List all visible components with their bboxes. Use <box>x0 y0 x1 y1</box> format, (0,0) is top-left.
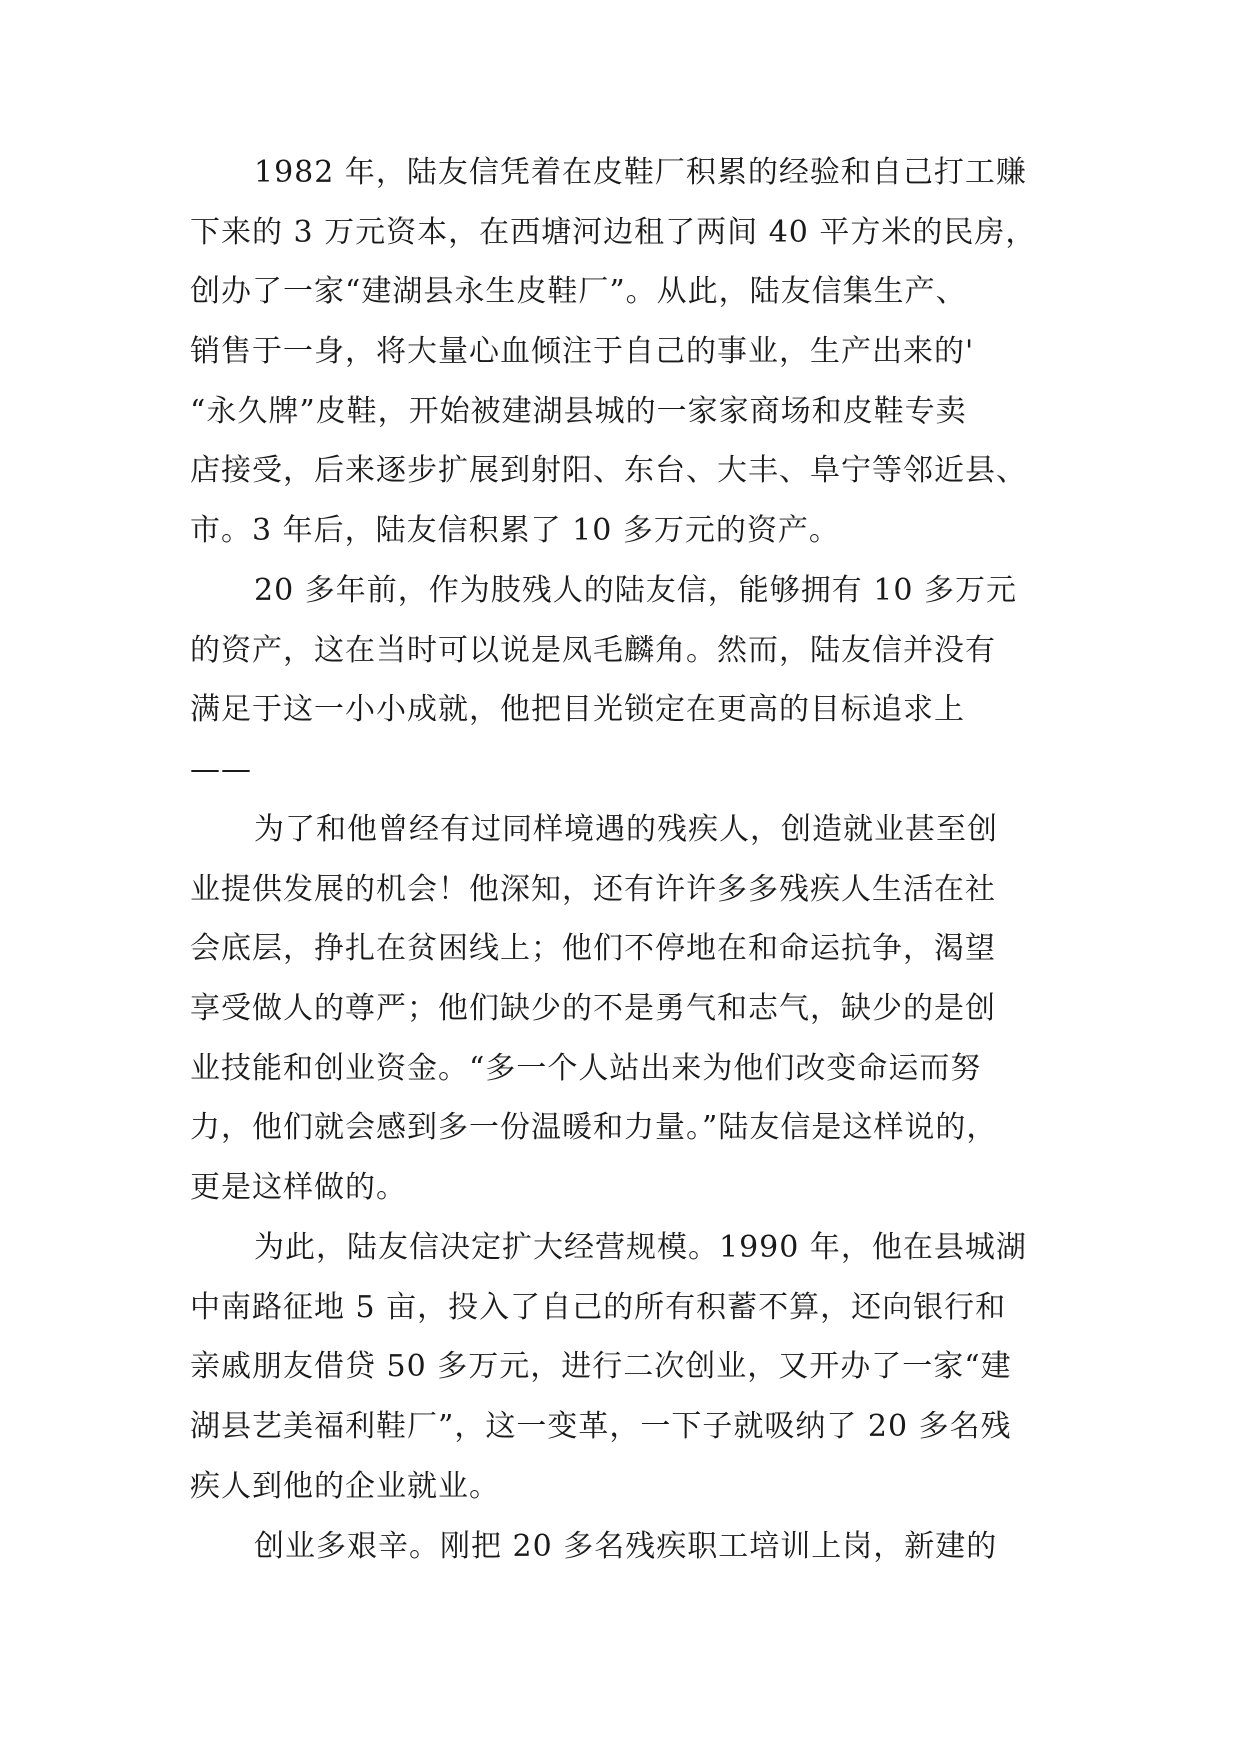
text-line: 亲戚朋友借贷 50 多万元，进行二次创业，又开办了一家“建 <box>190 1349 1012 1385</box>
text-line: 创办了一家“建湖县永生皮鞋厂”。从此，陆友信集生产、 <box>190 274 967 310</box>
paragraph-2 <box>190 561 1058 800</box>
paragraph-1 <box>190 143 1058 561</box>
text-line: 销售于一身，将大量心血倾注于自己的事业，生产出来的' <box>190 334 975 370</box>
text-line: 中南路征地 5 亩，投入了自己的所有积蓄不算，还向银行和 <box>190 1289 1007 1325</box>
paragraph-5 <box>190 1517 1058 1577</box>
text-line: 力，他们就会感到多一份温暖和力量。”陆友信是这样说的， <box>190 1110 998 1146</box>
text-line: 1982 年，陆友信凭着在皮鞋厂积累的经验和自己打工赚 <box>254 155 1027 190</box>
text-line: 业提供发展的机会！他深知，还有许许多多残疾人生活在社 <box>190 871 996 907</box>
text-line: “永久牌”皮鞋，开始被建湖县城的一家家商场和皮鞋专卖 <box>190 393 967 429</box>
text-line: 下来的 3 万元资本，在西塘河边租了两间 40 平方米的民房， <box>190 214 1037 250</box>
text-line: 创业多艰辛。刚把 20 多名残疾职工培训上岗，新建的 <box>254 1529 998 1564</box>
paragraph-3 <box>190 800 1058 1218</box>
text-line: 享受做人的尊严；他们缺少的不是勇气和志气，缺少的是创 <box>190 991 996 1027</box>
text-line: 为了和他曾经有过同样境遇的残疾人，创造就业甚至创 <box>254 812 998 847</box>
text-line: 疾人到他的企业就业。 <box>190 1468 500 1504</box>
text-line: —— <box>190 752 252 788</box>
text-line: 为此，陆友信决定扩大经营规模。1990 年，他在县城湖 <box>254 1230 1027 1265</box>
text-line: 的资产，这在当时可以说是凤毛麟角。然而，陆友信并没有 <box>190 632 996 668</box>
text-line: 满足于这一小小成就，他把目光锁定在更高的目标追求上 <box>190 692 965 728</box>
paragraph-4 <box>190 1218 1058 1516</box>
text-line: 会底层，挣扎在贫困线上；他们不停地在和命运抗争，渴望 <box>190 931 996 967</box>
text-line: 市。3 年后，陆友信积累了 10 多万元的资产。 <box>190 513 840 549</box>
text-line: 店接受，后来逐步扩展到射阳、东台、大丰、阜宁等邻近县、 <box>190 453 1027 489</box>
text-line: 湖县艺美福利鞋厂”，这一变革，一下子就吸纳了 20 多名残 <box>190 1409 1012 1445</box>
text-line: 20 多年前，作为肢残人的陆友信，能够拥有 10 多万元 <box>254 573 1017 608</box>
text-line: 更是这样做的。 <box>190 1170 407 1206</box>
text-line: 业技能和创业资金。“多一个人站出来为他们改变命运而努 <box>190 1050 982 1086</box>
